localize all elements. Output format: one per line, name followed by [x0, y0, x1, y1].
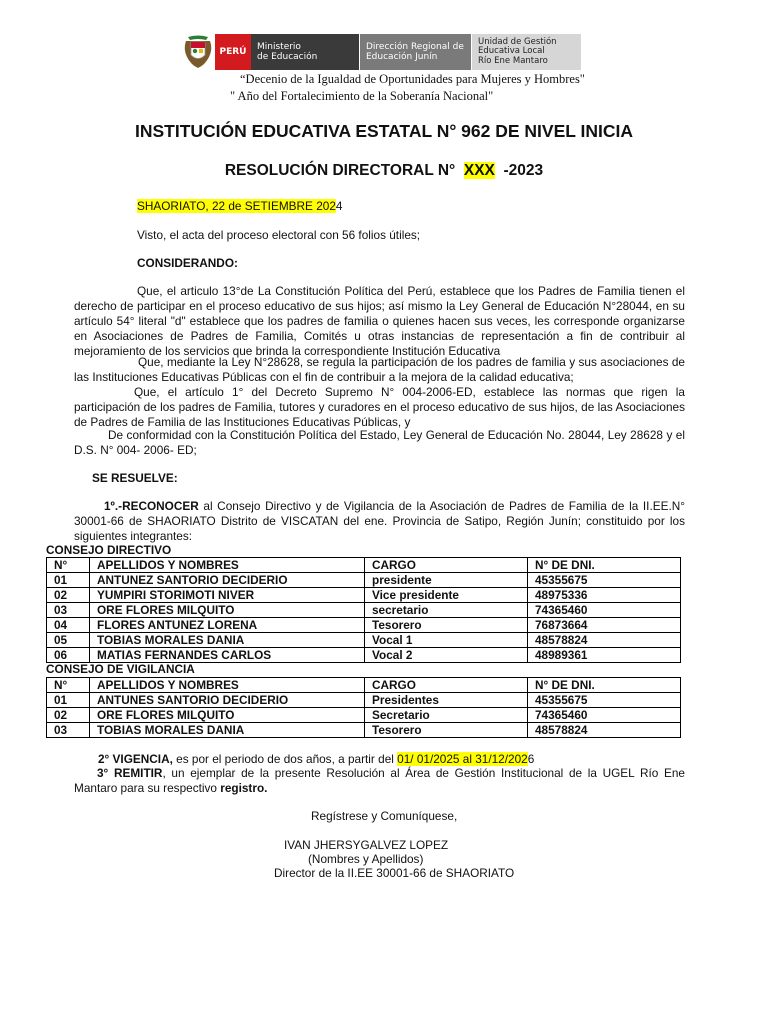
- visto-line: Visto, el acta del proceso electoral con 56 folios útiles;: [137, 228, 421, 242]
- cell-cargo: Vocal 2: [365, 648, 528, 663]
- motto-line-2: " Año del Fortalecimiento de la Soberanía Nacional": [230, 89, 494, 103]
- cell-dni: 74365460: [528, 603, 681, 618]
- article-1: 1º.-RECONOCER al Consejo Directivo y de Vigilancia de la Asociación de Padres de Familia de la II.EE.N° 30001-66 de SHAORIATO Distrito de VISCATAN del ene. Provincia de Satipo, Región Junín; constituido por los siguientes integrantes:: [74, 499, 685, 543]
- cell-number: 01: [47, 693, 90, 708]
- date-line: SHAORIATO, 22 de SETIEMBRE 2024: [137, 199, 343, 213]
- cell-cargo: Presidentes: [365, 693, 528, 708]
- cell-number: 05: [47, 633, 90, 648]
- se-resuelve-label: SE RESUELVE:: [92, 471, 178, 485]
- cell-cargo: Vice presidente: [365, 588, 528, 603]
- header-cell: APELLIDOS Y NOMBRES: [90, 558, 365, 573]
- ugel-label: Unidad de Gestión Educativa Local Río Ene Mantaro: [471, 34, 581, 70]
- table-row: [47, 603, 681, 618]
- cell-cargo: Tesorero: [365, 723, 528, 738]
- table-row: [47, 618, 681, 633]
- table-row: [47, 648, 681, 663]
- table-row: [47, 708, 681, 723]
- cell-name: YUMPIRI STORIMOTI NIVER: [90, 588, 365, 603]
- signature-name: IVAN JHERSYGALVEZ LOPEZ: [284, 838, 449, 852]
- cell-name: ANTUNEZ SANTORIO DECIDERIO: [90, 573, 365, 588]
- cell-cargo: Secretario: [365, 708, 528, 723]
- header-cell: N° DE DNI.: [528, 678, 681, 693]
- cell-cargo: Tesorero: [365, 618, 528, 633]
- paragraph-3: Que, el artículo 1° del Decreto Supremo N° 004-2006-ED, establece las normas que rigen la participación de los padres de Familia, tutores y curadores en el proceso educativo de sus hijos, de las Asociaciones de Padres de Familia de las Instituciones Educativas Públicas, y: [74, 385, 685, 429]
- table-header-row: [47, 678, 681, 693]
- cell-name: ORE FLORES MILQUITO: [90, 708, 365, 723]
- cell-dni: 74365460: [528, 708, 681, 723]
- cell-number: 03: [47, 603, 90, 618]
- table-row: [47, 588, 681, 603]
- article-2: 2° VIGENCIA, es por el periodo de dos años, a partir del 01/ 01/2025 al 31/12/2026: [98, 752, 535, 766]
- signature-sub: (Nombres y Apellidos): [308, 852, 424, 866]
- consejo-vigilancia-table: [46, 677, 681, 738]
- cell-number: 02: [47, 708, 90, 723]
- resolution-number: XXX: [463, 162, 495, 179]
- article-3: 3° REMITIR, un ejemplar de la presente Resolución al Área de Gestión Institucional de la UGEL Río Ene Mantaro para su respectivo registro.: [74, 766, 685, 795]
- table-row: [47, 573, 681, 588]
- institution-title: INSTITUCIÓN EDUCATIVA ESTATAL N° 962 DE NIVEL INICIA: [134, 121, 633, 141]
- cell-dni: 48989361: [528, 648, 681, 663]
- cell-cargo: presidente: [365, 573, 528, 588]
- cell-name: TOBIAS MORALES DANIA: [90, 723, 365, 738]
- header-cell: CARGO: [365, 558, 528, 573]
- cell-dni: 48578824: [528, 633, 681, 648]
- consejo-directivo-table: [46, 557, 681, 663]
- consejo-directivo-title: CONSEJO DIRECTIVO: [46, 543, 172, 557]
- cell-cargo: secretario: [365, 603, 528, 618]
- paragraph-1: Que, el articulo 13°de La Constitución Política del Perú, establece que los Padres de Familia tienen el derecho de participar en el proceso educativo de sus hijos; así mismo la Ley General de Educación N°28044, en su artículo 54° literal "d" establece que los padres de familia o quienes hacen sus veces, les corresponde organizarse en Asociaciones de Padres de Familia, Comités u otras instancias de representación a fin de contribuir al mejoramiento de los servicios que brinda la correspondiente Institución Educativa: [74, 284, 685, 358]
- header-cell: N°: [47, 678, 90, 693]
- paragraph-2: Que, mediante la Ley N°28628, se regula la participación de los padres de familia y sus asociaciones de las Instituciones Educativas Públicas con el fin de contribuir a la mejora de la calidad educativa;: [74, 355, 685, 384]
- header-cell: N° DE DNI.: [528, 558, 681, 573]
- header-cell: CARGO: [365, 678, 528, 693]
- coat-of-arms-icon: [181, 33, 215, 71]
- cell-name: ANTUNES SANTORIO DECIDERIO: [90, 693, 365, 708]
- cell-number: 02: [47, 588, 90, 603]
- paragraph-4: De conformidad con la Constitución Política del Estado, Ley General de Educación No. 28044, Ley 28628 y el D.S. N° 004- 2006- ED;: [74, 428, 685, 457]
- closing-line: Regístrese y Comuníquese,: [311, 809, 458, 823]
- dre-label: Dirección Regional de Educación Junín: [359, 34, 471, 70]
- consejo-vigilancia-title: CONSEJO DE VIGILANCIA: [46, 662, 195, 676]
- table-row: [47, 723, 681, 738]
- cell-name: FLORES ANTUNEZ LORENA: [90, 618, 365, 633]
- table-row: [47, 633, 681, 648]
- resolution-title: RESOLUCIÓN DIRECTORAL N° XXX -2023: [224, 162, 544, 179]
- table-row: [47, 693, 681, 708]
- header-cell: APELLIDOS Y NOMBRES: [90, 678, 365, 693]
- cell-name: TOBIAS MORALES DANIA: [90, 633, 365, 648]
- cell-dni: 76873664: [528, 618, 681, 633]
- cell-dni: 45355675: [528, 573, 681, 588]
- header-banner: [181, 33, 583, 71]
- ministerio-label: Ministerio de Educación: [251, 34, 359, 70]
- cell-number: 04: [47, 618, 90, 633]
- signature-role: Director de la II.EE 30001-66 de SHAORIATO: [274, 866, 515, 880]
- cell-number: 01: [47, 573, 90, 588]
- cell-dni: 48578824: [528, 723, 681, 738]
- table-header-row: [47, 558, 681, 573]
- header-cell: N°: [47, 558, 90, 573]
- cell-cargo: Vocal 1: [365, 633, 528, 648]
- cell-name: ORE FLORES MILQUITO: [90, 603, 365, 618]
- cell-dni: 45355675: [528, 693, 681, 708]
- cell-number: 03: [47, 723, 90, 738]
- cell-name: MATIAS FERNANDES CARLOS: [90, 648, 365, 663]
- peru-label: PERÚ: [215, 34, 251, 70]
- motto-line-1: “Decenio de la Igualdad de Oportunidades para Mujeres y Hombres": [240, 72, 585, 86]
- cell-dni: 48975336: [528, 588, 681, 603]
- cell-number: 06: [47, 648, 90, 663]
- considerando-label: CONSIDERANDO:: [137, 256, 238, 270]
